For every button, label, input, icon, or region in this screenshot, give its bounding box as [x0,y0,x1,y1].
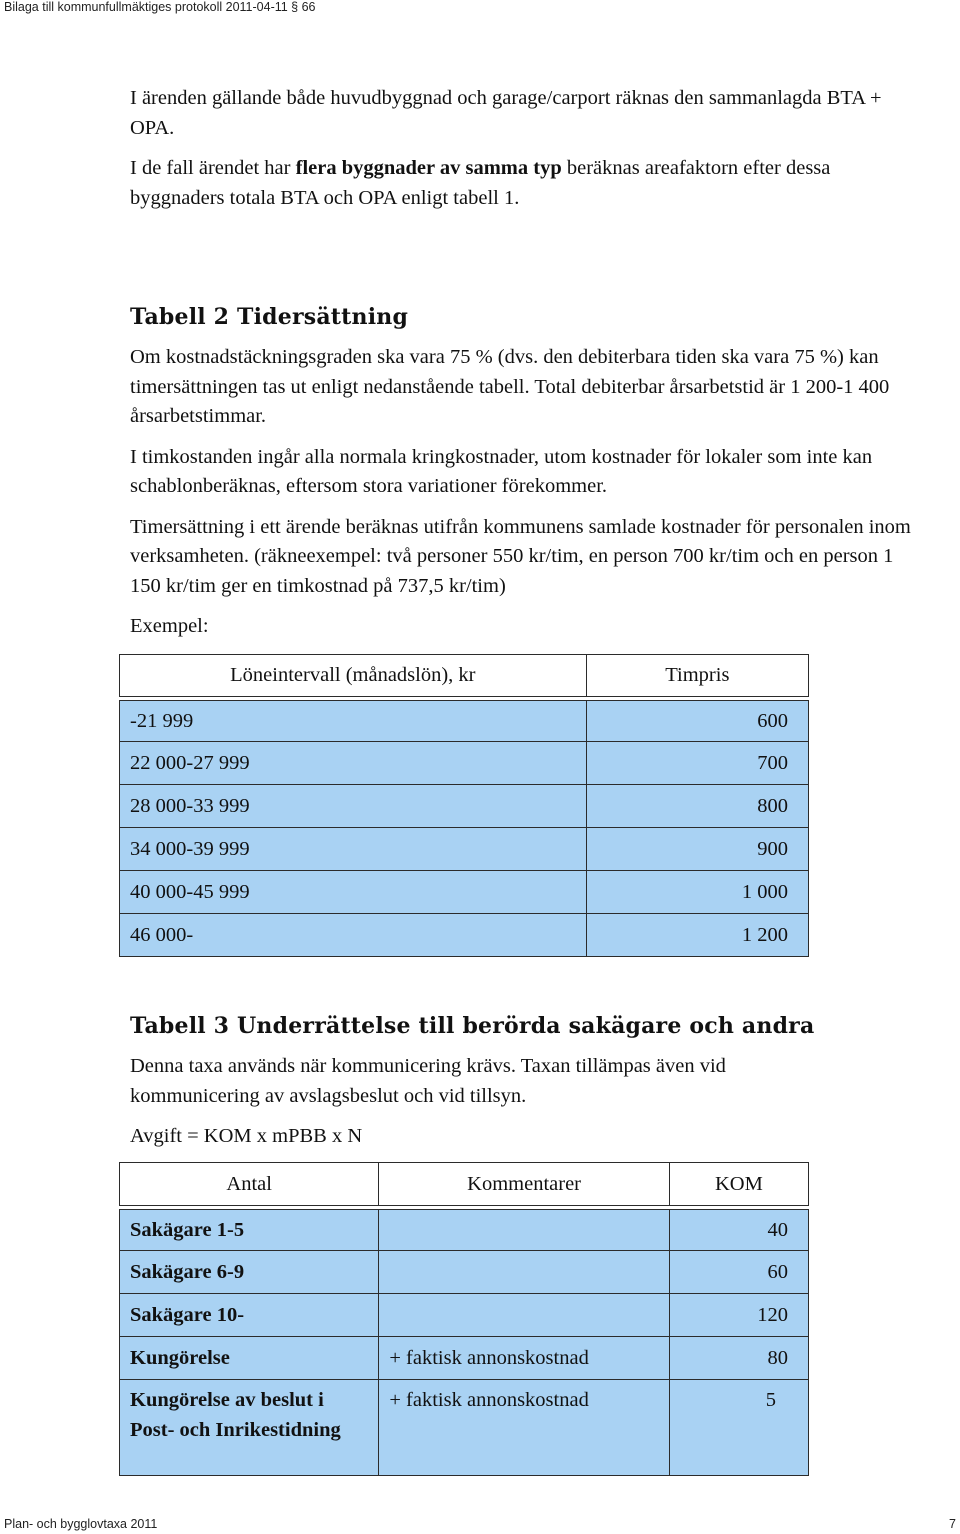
kom-cell: 80 [669,1337,808,1380]
count-cell: Sakägare 1-5 [120,1210,379,1251]
header-count: Antal [120,1163,379,1206]
section-3-heading: Tabell 3 Underrättelse till berörda sakägare och andra [130,1013,815,1039]
comment-cell: + faktisk annonskostnad [379,1337,669,1380]
table-row [120,914,809,957]
table-row [120,1251,809,1294]
salary-interval: 28 000-33 999 [120,785,587,828]
intro-paragraph-2 [130,154,900,213]
count-cell: Sakägare 6-9 [120,1251,379,1294]
comment-cell [379,1210,669,1251]
table-row [120,1337,809,1380]
notification-fee-table-header [120,1163,809,1206]
header-kom: KOM [669,1163,808,1206]
kom-cell: 40 [669,1210,808,1251]
salary-interval: 40 000-45 999 [120,871,587,914]
table-row [120,742,809,785]
table-row [120,1380,809,1476]
kom-cell: 5 [669,1380,808,1476]
hourly-price: 800 [586,785,808,828]
fee-formula: Avgift = KOM x mPBB x N [130,1125,363,1147]
table-row [120,1210,809,1251]
table-row [120,701,809,742]
count-cell: Kungörelse [120,1337,379,1380]
section-3 [130,1011,920,1152]
section-2-paragraph-2: I timkostanden ingår alla normala kringkostnader, utom kostnader för lokaler som inte kan schablonberäknas, eftersom stora variationer förekommer. [130,445,873,497]
hourly-rate-table-header [120,655,809,697]
hourly-price: 600 [586,701,808,742]
hourly-price: 1 200 [586,914,808,957]
intro-paragraph-2-start: I de fall ärendet har [130,157,296,179]
page-header: Bilaga till kommunfullmäktiges protokoll 2011-04-11 § 66 [4,0,316,14]
comment-cell: + faktisk annonskostnad [379,1380,669,1476]
table-row [120,1294,809,1337]
section-2-heading: Tabell 2 Tidersättning [130,304,409,330]
section-2 [130,302,920,642]
salary-interval: -21 999 [120,701,587,742]
header-comments: Kommentarer [379,1163,669,1206]
intro-paragraph-2-bold: flera byggnader av samma typ [295,157,562,179]
kom-cell: 60 [669,1251,808,1294]
header-hourly-price: Timpris [586,655,808,697]
intro-section [130,84,920,213]
section-2-paragraph-3: Timersättning i ett ärende beräknas utifrån kommunens samlade kostnader för personalen inom verksamheten. (räkneexempel: två personer 550 kr/tim, en person 700 kr/tim och en person 1 150 kr/tim ger en timkostnad på 737,5 kr/tim) [130,515,911,597]
page-number: 7 [949,1517,956,1531]
example-label: Exempel: [130,615,209,637]
count-cell: Kungörelse av beslut i Post- och Inrikestidning [120,1380,379,1476]
hourly-price: 700 [586,742,808,785]
intro-paragraph-1: I ärenden gällande både huvudbyggnad och garage/carport räknas den sammanlagda BTA + OPA. [130,87,882,139]
salary-interval: 46 000- [120,914,587,957]
hourly-rate-table [119,654,809,957]
footer-title: Plan- och bygglovtaxa 2011 [4,1517,158,1531]
hourly-price: 1 000 [586,871,808,914]
section-3-paragraph-1: Denna taxa används när kommunicering krävs. Taxan tillämpas även vid kommunicering av avslagsbeslut och vid tillsyn. [130,1055,726,1107]
section-2-paragraph-1: Om kostnadstäckningsgraden ska vara 75 % (dvs. den debiterbara tiden ska vara 75 %) kan timersättningen tas ut enligt nedanstående tabell. Total debiterbar årsarbetstid är 1 200-1 400 årsarbetstimmar. [130,346,890,427]
notification-fee-table [119,1162,809,1476]
kom-cell: 120 [669,1294,808,1337]
table-row [120,785,809,828]
intro-paragraph-2-end: beräknas areafaktorn efter dessa byggnaders totala BTA och OPA enligt tabell 1. [130,157,831,209]
table-row [120,871,809,914]
salary-interval: 34 000-39 999 [120,828,587,871]
header-salary-interval: Löneintervall (månadslön), kr [120,655,587,697]
comment-cell [379,1251,669,1294]
hourly-price: 900 [586,828,808,871]
count-cell: Sakägare 10- [120,1294,379,1337]
salary-interval: 22 000-27 999 [120,742,587,785]
comment-cell [379,1294,669,1337]
table-row [120,828,809,871]
